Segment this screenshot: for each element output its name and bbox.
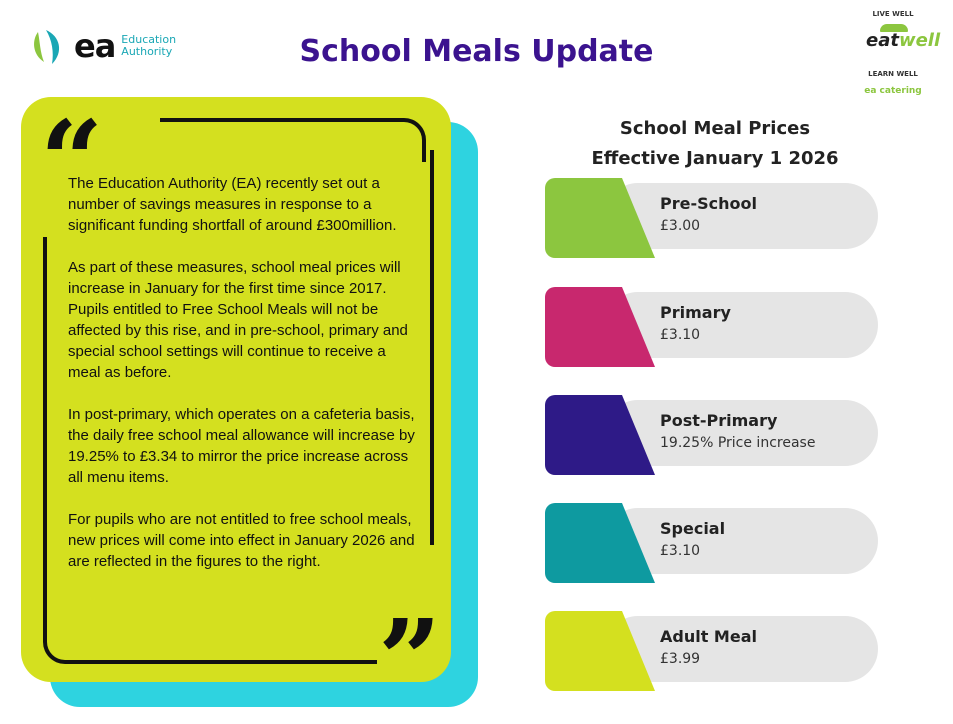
price-name: Primary	[660, 303, 731, 322]
badge-top-text: LIVE WELL	[872, 10, 914, 18]
price-value: £3.10	[660, 327, 701, 343]
price-row-adult-meal	[545, 611, 880, 691]
price-name: Pre-School	[660, 194, 757, 213]
price-row-special	[545, 503, 880, 583]
article-paragraph: In post-primary, which operates on a cafeteria basis, the daily free school meal allowance will increase by 19.25% to £3.34 to mirror the price increase across all menu items.	[68, 406, 415, 486]
frame-line-right	[430, 150, 434, 545]
article-body	[68, 173, 418, 593]
frame-line-left	[43, 237, 47, 637]
price-name: Post-Primary	[660, 411, 778, 430]
frame-line-top	[160, 118, 426, 162]
article-paragraph: The Education Authority (EA) recently set out a number of savings measures in response to a significant funding shortfall of around £300million.	[68, 175, 397, 234]
price-value: £3.99	[660, 651, 701, 667]
eat-well-badge	[848, 8, 941, 98]
article-paragraph: As part of these measures, school meal prices will increase in January for the first time since 2017. Pupils entitled to Free School Meals will not be affected by this rise, and in pre-school, primary and special school settings will continue to receive a meal as before.	[68, 259, 408, 381]
logo-mark: ea	[74, 27, 116, 65]
price-row-primary	[545, 287, 880, 367]
prices-heading	[560, 114, 870, 174]
frame-line-bottom	[43, 620, 377, 664]
prices-title-line2: Effective January 1 2026	[591, 148, 839, 169]
price-row-pre-school	[545, 178, 880, 258]
badge-mark-b: well	[898, 30, 941, 51]
close-quote-icon: ”	[378, 595, 442, 724]
badge-mark	[866, 30, 940, 51]
article-paragraph: For pupils who are not entitled to free school meals, new prices will come into effect in January 2026 and are reflected in the figures to the right.	[68, 511, 415, 570]
badge-mark-a: eat	[866, 30, 899, 51]
logo-line2: Authority	[121, 45, 173, 58]
badge-bottom-text: LEARN WELL	[868, 70, 918, 78]
open-quote-icon: “	[40, 96, 104, 225]
price-row-post-primary	[545, 395, 880, 475]
price-name: Special	[660, 519, 726, 538]
price-value: 19.25% Price increase	[660, 435, 816, 451]
logo-line1: Education	[121, 33, 177, 46]
price-name: Adult Meal	[660, 627, 757, 646]
price-value: £3.10	[660, 543, 701, 559]
page-title: School Meals Update	[299, 34, 654, 69]
price-value: £3.00	[660, 218, 701, 234]
prices-title-line1: School Meal Prices	[619, 118, 811, 139]
badge-caption: ea catering	[864, 86, 922, 96]
